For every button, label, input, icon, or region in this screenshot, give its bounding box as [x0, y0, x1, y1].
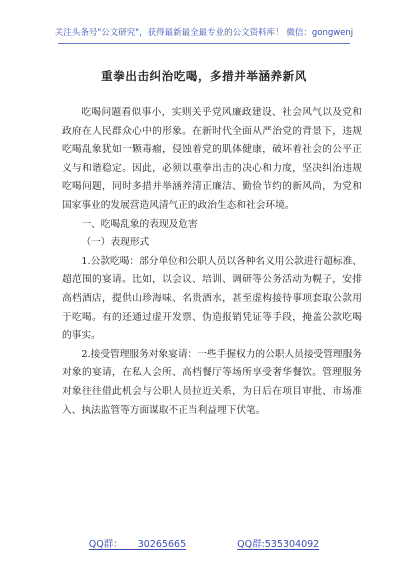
body-paragraph-2: 2.接受管理服务对象宴请：一些手握权力的公职人员接受管理服务对象的宴请，在私人会所、高档餐厅等场所享受奢华餐饮。管理服务对象往往借此机会与公职人员拉近关系，为日后在项目审批、市场准入、执法监管等方面谋取不正当利益埋下伏笔。	[62, 348, 362, 416]
footer-contacts	[0, 536, 408, 550]
subsection-heading: （一）表现形式	[81, 237, 150, 249]
section-heading: 一、吃喝乱象的表现及危害	[81, 218, 198, 230]
intro-paragraph: 吃喝问题看似事小，实则关乎党风廉政建设、社会风气以及党和政府在人民群众心中的形象。在新时代全面从严治党的背景下，违规吃喝乱象犹如一颗毒瘤，侵蚀着党的肌体健康，破坏着社会的公平正义与和谐稳定。因此，必须以重拳出击的决心和力度，坚决纠治违规吃喝问题，同时多措并举涵养清正廉洁、勤俭节约的新风尚，为党和国家事业的发展营造风清气正的政治生态和社会环境。	[62, 107, 362, 211]
document-title: 重拳出击纠治吃喝，多措并举涵养新风	[101, 69, 307, 83]
header-divider	[58, 43, 350, 44]
document-body	[62, 104, 362, 420]
body-paragraph-1: 1.公款吃喝：部分单位和公职人员以各种名义用公款进行超标准、超范围的宴请。比如，以会议、培训、调研等公务活动为幌子，安排高档酒店，提供山珍海味、名贵酒水，甚至虚构接待事项套取公款用于吃喝。有的还通过虚开发票、伪造报销凭证等手段，掩盖公款吃喝的事实。	[62, 255, 362, 342]
header-note: 关注头条号"公文研究"，获得最新最全最专业的公文资料库！ 微信：gongwenj	[54, 28, 354, 38]
qq-group-2-link[interactable]: QQ群:535304092	[237, 539, 320, 550]
qq-group-1-link[interactable]: QQ群： 30265665	[88, 539, 187, 550]
